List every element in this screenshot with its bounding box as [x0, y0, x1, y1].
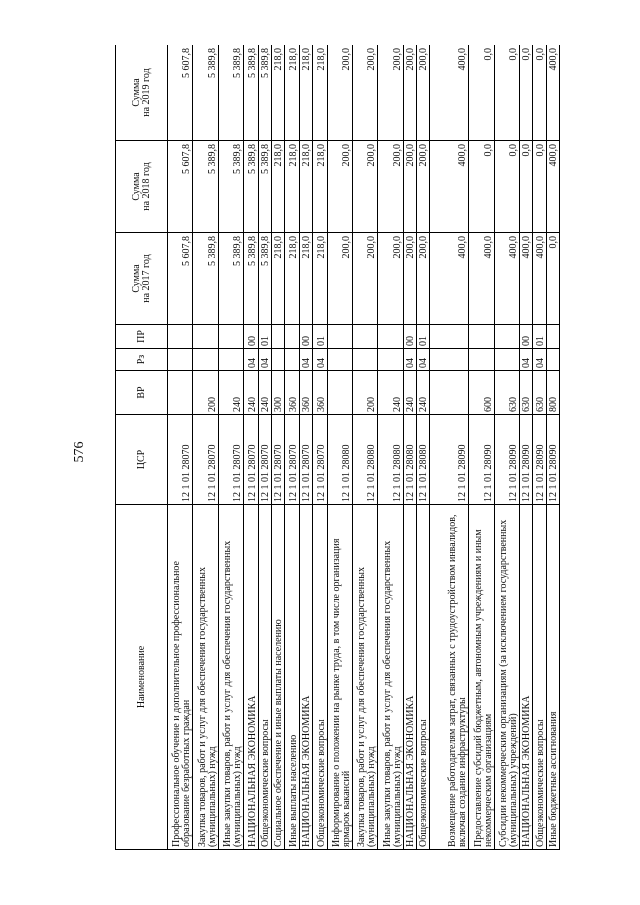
cell-sum-2017: 400,0 — [533, 233, 546, 325]
cell-csr: 12 1 01 28070 — [168, 415, 193, 505]
cell-sum-2017: 5 607,8 — [168, 233, 193, 325]
cell-rz — [327, 349, 352, 371]
cell-sum-2018: 5 389,8 — [258, 141, 271, 233]
cell-pr — [327, 325, 352, 349]
table-row — [353, 45, 378, 850]
cell-sum-2017: 218,0 — [299, 233, 312, 325]
table-body — [168, 45, 560, 850]
table-row — [285, 45, 300, 850]
cell-sum-2019: 5 389,8 — [193, 45, 218, 141]
rotated-table-content — [115, 45, 560, 850]
cell-vr: 360 — [313, 371, 328, 415]
cell-csr: 12 1 01 28080 — [378, 415, 403, 505]
cell-csr: 12 1 01 28070 — [299, 415, 312, 505]
cell-pr — [353, 325, 378, 349]
cell-vr — [327, 371, 352, 415]
cell-sum-2018: 218,0 — [299, 141, 312, 233]
cell-vr: 630 — [494, 371, 519, 415]
cell-sum-2017: 200,0 — [417, 233, 430, 325]
cell-rz — [353, 349, 378, 371]
cell-rz — [272, 349, 285, 371]
cell-name: Иные закупки товаров, работ и услуг для обеспечения государственных (муниципальных) нужд — [218, 505, 243, 850]
cell-rz — [430, 349, 469, 371]
cell-sum-2019: 218,0 — [285, 45, 300, 141]
cell-pr — [193, 325, 218, 349]
cell-sum-2018: 200,0 — [403, 141, 416, 233]
page-number: 576 — [72, 441, 87, 463]
cell-csr: 12 1 01 28090 — [469, 415, 494, 505]
cell-sum-2019: 200,0 — [403, 45, 416, 141]
table-row — [546, 45, 559, 850]
cell-sum-2018: 5 389,8 — [244, 141, 259, 233]
cell-csr: 12 1 01 28090 — [430, 415, 469, 505]
cell-name: НАЦИОНАЛЬНАЯ ЭКОНОМИКА — [403, 505, 416, 850]
cell-sum-2019: 5 389,8 — [218, 45, 243, 141]
cell-vr — [430, 371, 469, 415]
cell-vr: 240 — [417, 371, 430, 415]
cell-sum-2019: 200,0 — [327, 45, 352, 141]
header-sum-2017 — [116, 233, 168, 325]
cell-sum-2017: 5 389,8 — [218, 233, 243, 325]
cell-name: Общеэкономические вопросы — [533, 505, 546, 850]
cell-name: Иные закупки товаров, работ и услуг для обеспечения государственных (муниципальных) нужд — [378, 505, 403, 850]
cell-pr — [430, 325, 469, 349]
header-sum-2017-line1: Сумма — [130, 264, 142, 293]
cell-rz: 04 — [258, 349, 271, 371]
header-sum-2018-line2: на 2018 год — [140, 162, 152, 211]
cell-name: Информирование о положении на рынке труда, в том числе организация ярмарок вакансий — [327, 505, 352, 850]
cell-pr: 01 — [417, 325, 430, 349]
cell-pr — [285, 325, 300, 349]
cell-sum-2018: 0,0 — [494, 141, 519, 233]
cell-name: Иные бюджетные ассигнования — [546, 505, 559, 850]
cell-vr: 600 — [469, 371, 494, 415]
cell-pr: 00 — [519, 325, 532, 349]
cell-sum-2017: 400,0 — [469, 233, 494, 325]
cell-sum-2019: 0,0 — [469, 45, 494, 141]
cell-pr: 01 — [258, 325, 271, 349]
cell-rz — [378, 349, 403, 371]
cell-sum-2019: 5 389,8 — [244, 45, 259, 141]
cell-sum-2019: 218,0 — [313, 45, 328, 141]
table-row — [533, 45, 546, 850]
table-row — [168, 45, 193, 850]
cell-vr: 240 — [258, 371, 271, 415]
cell-sum-2018: 218,0 — [313, 141, 328, 233]
cell-sum-2018: 400,0 — [546, 141, 559, 233]
cell-pr — [378, 325, 403, 349]
cell-sum-2019: 218,0 — [272, 45, 285, 141]
cell-pr: 00 — [403, 325, 416, 349]
cell-vr: 240 — [218, 371, 243, 415]
cell-name: Возмещение работодателям затрат, связанных с трудоустройством инвалидов, включая создание инфраструктуры — [430, 505, 469, 850]
cell-rz: 04 — [403, 349, 416, 371]
cell-sum-2018: 5 389,8 — [193, 141, 218, 233]
cell-name: Общеэкономические вопросы — [417, 505, 430, 850]
table-row — [193, 45, 218, 850]
cell-rz: 04 — [417, 349, 430, 371]
cell-sum-2019: 5 389,8 — [258, 45, 271, 141]
cell-vr: 360 — [299, 371, 312, 415]
cell-name: Социальное обеспечение и иные выплаты населению — [272, 505, 285, 850]
cell-vr: 630 — [519, 371, 532, 415]
cell-rz — [285, 349, 300, 371]
cell-sum-2017: 5 389,8 — [244, 233, 259, 325]
header-csr: ЦСР — [116, 415, 168, 505]
cell-sum-2018: 5 607,8 — [168, 141, 193, 233]
header-sum-2018-line1: Сумма — [130, 172, 142, 201]
cell-csr: 12 1 01 28070 — [193, 415, 218, 505]
cell-sum-2017: 218,0 — [313, 233, 328, 325]
cell-rz — [546, 349, 559, 371]
cell-pr — [469, 325, 494, 349]
header-sum-2019-line2: на 2019 год — [140, 68, 152, 117]
table-row — [519, 45, 532, 850]
cell-sum-2017: 5 389,8 — [258, 233, 271, 325]
rotated-table-frame — [115, 45, 560, 850]
cell-csr: 12 1 01 28090 — [519, 415, 532, 505]
table-row — [494, 45, 519, 850]
cell-vr: 240 — [378, 371, 403, 415]
cell-sum-2018: 200,0 — [378, 141, 403, 233]
cell-vr: 200 — [353, 371, 378, 415]
cell-sum-2018: 5 389,8 — [218, 141, 243, 233]
cell-csr: 12 1 01 28070 — [258, 415, 271, 505]
header-sum-2019 — [116, 45, 168, 141]
cell-sum-2019: 0,0 — [519, 45, 532, 141]
cell-name: НАЦИОНАЛЬНАЯ ЭКОНОМИКА — [519, 505, 532, 850]
cell-name: Предоставление субсидий бюджетным, автономным учреждениям и иным некоммерческим организациям — [469, 505, 494, 850]
cell-csr: 12 1 01 28070 — [244, 415, 259, 505]
cell-sum-2018: 0,0 — [519, 141, 532, 233]
cell-csr: 12 1 01 28070 — [218, 415, 243, 505]
table-row — [244, 45, 259, 850]
cell-vr: 630 — [533, 371, 546, 415]
cell-csr: 12 1 01 28090 — [546, 415, 559, 505]
cell-csr: 12 1 01 28070 — [272, 415, 285, 505]
cell-sum-2019: 400,0 — [430, 45, 469, 141]
cell-csr: 12 1 01 28070 — [285, 415, 300, 505]
cell-csr: 12 1 01 28080 — [327, 415, 352, 505]
cell-pr — [494, 325, 519, 349]
cell-rz — [469, 349, 494, 371]
cell-sum-2018: 218,0 — [272, 141, 285, 233]
table-row — [327, 45, 352, 850]
cell-rz — [193, 349, 218, 371]
cell-vr: 360 — [285, 371, 300, 415]
cell-csr: 12 1 01 28080 — [353, 415, 378, 505]
cell-name: Профессиональное обучение и дополнительное профессиональное образование безработных граждан — [168, 505, 193, 850]
cell-rz — [218, 349, 243, 371]
cell-name: Иные выплаты населению — [285, 505, 300, 850]
cell-csr: 12 1 01 28080 — [403, 415, 416, 505]
table-row — [313, 45, 328, 850]
cell-sum-2018: 0,0 — [469, 141, 494, 233]
cell-sum-2017: 0,0 — [546, 233, 559, 325]
cell-rz — [494, 349, 519, 371]
cell-pr — [546, 325, 559, 349]
cell-pr: 00 — [244, 325, 259, 349]
header-sum-2018 — [116, 141, 168, 233]
cell-sum-2017: 5 389,8 — [193, 233, 218, 325]
cell-sum-2018: 200,0 — [353, 141, 378, 233]
cell-pr: 00 — [299, 325, 312, 349]
cell-rz — [168, 349, 193, 371]
cell-sum-2019: 200,0 — [417, 45, 430, 141]
cell-sum-2019: 0,0 — [533, 45, 546, 141]
table-row — [403, 45, 416, 850]
header-sum-2017-line2: на 2017 год — [140, 254, 152, 303]
table-row — [272, 45, 285, 850]
cell-sum-2017: 218,0 — [285, 233, 300, 325]
cell-sum-2017: 400,0 — [519, 233, 532, 325]
cell-name: НАЦИОНАЛЬНАЯ ЭКОНОМИКА — [244, 505, 259, 850]
cell-sum-2017: 200,0 — [327, 233, 352, 325]
cell-rz: 04 — [519, 349, 532, 371]
cell-rz: 04 — [533, 349, 546, 371]
cell-name: Закупка товаров, работ и услуг для обеспечения государственных (муниципальных) нужд — [353, 505, 378, 850]
cell-sum-2017: 200,0 — [403, 233, 416, 325]
table-row — [218, 45, 243, 850]
header-rz: Рз — [116, 349, 168, 371]
cell-sum-2019: 400,0 — [546, 45, 559, 141]
cell-name: Закупка товаров, работ и услуг для обеспечения государственных (муниципальных) нужд — [193, 505, 218, 850]
header-vr: ВР — [116, 371, 168, 415]
cell-vr — [168, 371, 193, 415]
header-name: Наименование — [116, 505, 168, 850]
cell-pr: 01 — [533, 325, 546, 349]
cell-csr: 12 1 01 28080 — [417, 415, 430, 505]
cell-rz: 04 — [299, 349, 312, 371]
cell-csr: 12 1 01 28070 — [313, 415, 328, 505]
cell-sum-2018: 200,0 — [327, 141, 352, 233]
cell-sum-2018: 200,0 — [417, 141, 430, 233]
cell-sum-2019: 5 607,8 — [168, 45, 193, 141]
cell-csr: 12 1 01 28090 — [494, 415, 519, 505]
cell-sum-2017: 200,0 — [378, 233, 403, 325]
cell-sum-2019: 200,0 — [378, 45, 403, 141]
cell-rz: 04 — [244, 349, 259, 371]
cell-name: Общеэкономические вопросы — [313, 505, 328, 850]
cell-sum-2018: 400,0 — [430, 141, 469, 233]
cell-sum-2019: 200,0 — [353, 45, 378, 141]
cell-vr: 300 — [272, 371, 285, 415]
cell-sum-2017: 400,0 — [430, 233, 469, 325]
cell-sum-2019: 218,0 — [299, 45, 312, 141]
table-row — [378, 45, 403, 850]
cell-vr: 240 — [244, 371, 259, 415]
cell-sum-2018: 218,0 — [285, 141, 300, 233]
cell-csr: 12 1 01 28090 — [533, 415, 546, 505]
cell-rz: 04 — [313, 349, 328, 371]
cell-sum-2017: 200,0 — [353, 233, 378, 325]
header-sum-2019-line1: Сумма — [130, 78, 142, 107]
cell-vr: 240 — [403, 371, 416, 415]
cell-pr — [272, 325, 285, 349]
cell-pr — [218, 325, 243, 349]
cell-pr: 01 — [313, 325, 328, 349]
cell-name: Субсидии некоммерческим организациям (за исключением государственных (муниципальных) учреждений) — [494, 505, 519, 850]
table-row — [299, 45, 312, 850]
cell-sum-2019: 0,0 — [494, 45, 519, 141]
cell-name: НАЦИОНАЛЬНАЯ ЭКОНОМИКА — [299, 505, 312, 850]
cell-name: Общеэкономические вопросы — [258, 505, 271, 850]
cell-vr: 200 — [193, 371, 218, 415]
cell-sum-2018: 0,0 — [533, 141, 546, 233]
budget-table — [115, 45, 560, 850]
cell-sum-2017: 218,0 — [272, 233, 285, 325]
cell-sum-2017: 400,0 — [494, 233, 519, 325]
header-pr: ПР — [116, 325, 168, 349]
table-row — [417, 45, 430, 850]
table-row — [469, 45, 494, 850]
table-row — [258, 45, 271, 850]
table-header-row — [116, 45, 168, 850]
cell-pr — [168, 325, 193, 349]
table-row — [430, 45, 469, 850]
cell-vr: 800 — [546, 371, 559, 415]
